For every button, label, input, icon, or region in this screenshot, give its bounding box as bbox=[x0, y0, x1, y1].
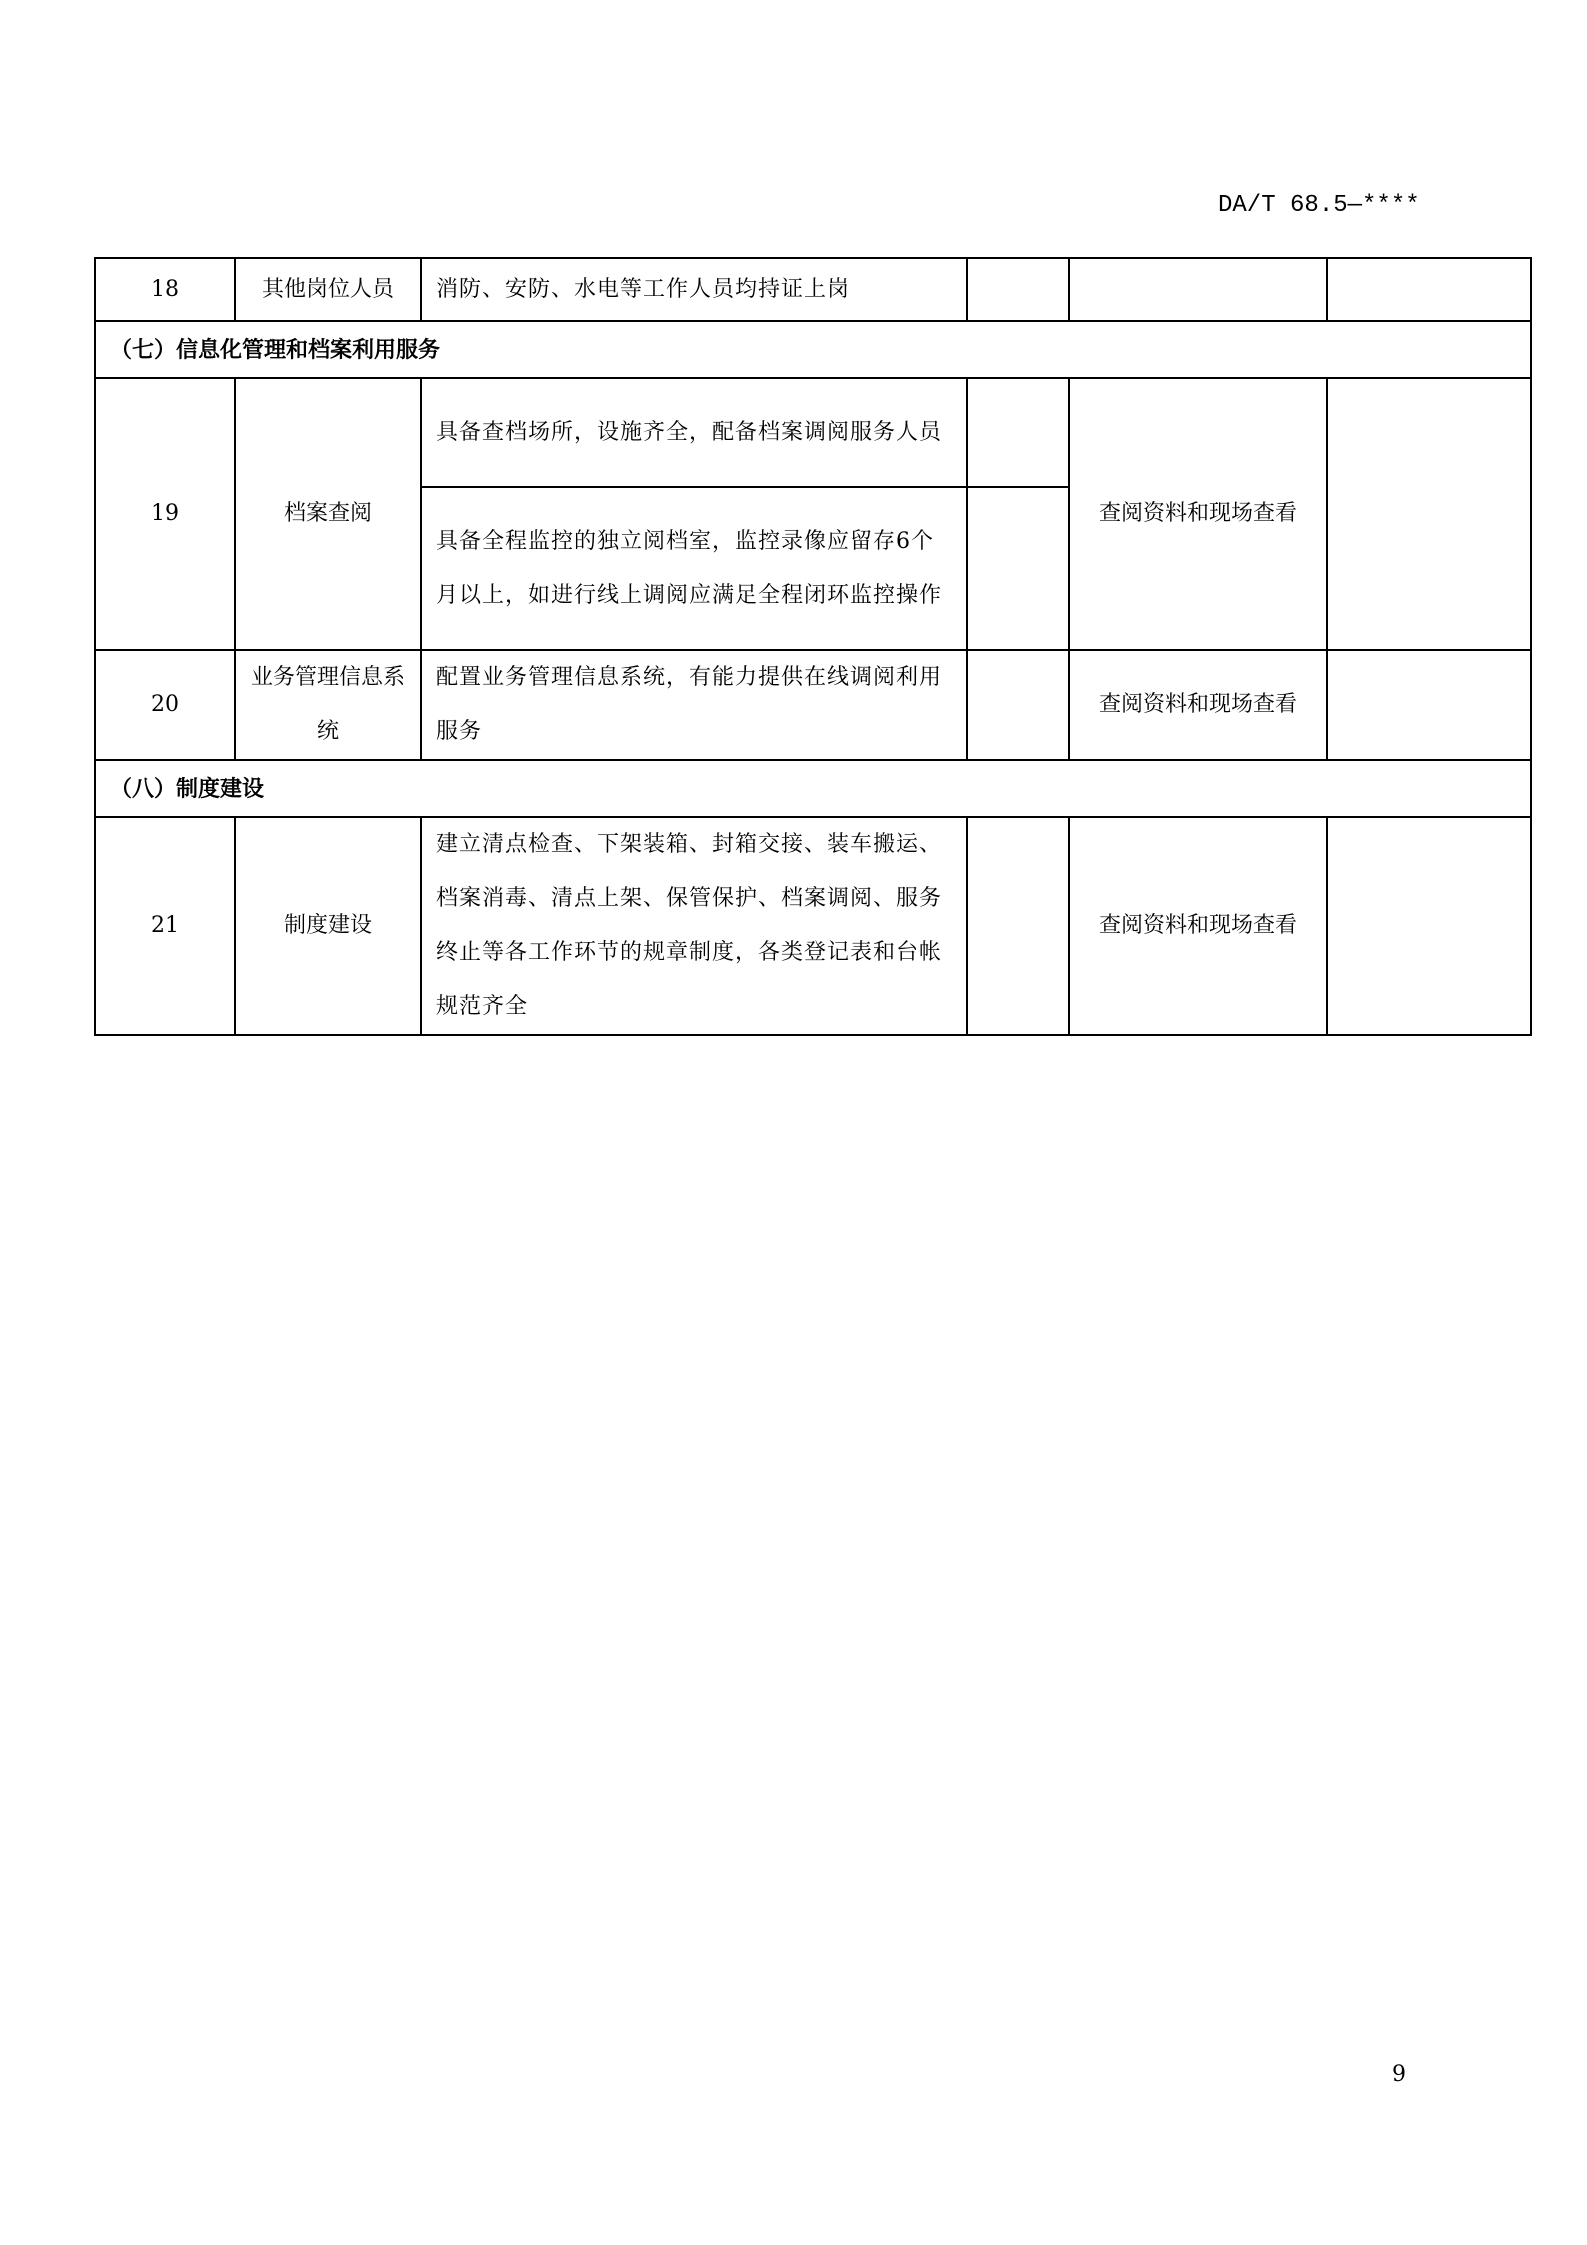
row-number: 19 bbox=[95, 378, 235, 650]
requirement-text: 具备查档场所，设施齐全，配备档案调阅服务人员 bbox=[421, 378, 967, 487]
table-row bbox=[95, 258, 1531, 321]
remark-cell bbox=[1327, 650, 1531, 760]
requirement-text: 具备全程监控的独立阅档室，监控录像应留存6个月以上，如进行线上调阅应满足全程闭环监控操作 bbox=[421, 487, 967, 650]
table-row bbox=[95, 650, 1531, 760]
score-cell bbox=[967, 378, 1069, 487]
table-row bbox=[95, 378, 1531, 487]
score-cell bbox=[967, 650, 1069, 760]
section-heading-row bbox=[95, 321, 1531, 378]
score-cell bbox=[967, 258, 1069, 321]
row-number: 18 bbox=[95, 258, 235, 321]
document-code: DA/T 68.5—**** bbox=[1218, 192, 1420, 219]
item-name: 档案查阅 bbox=[235, 378, 421, 650]
requirement-text: 消防、安防、水电等工作人员均持证上岗 bbox=[421, 258, 967, 321]
method-cell bbox=[1069, 258, 1327, 321]
item-name: 制度建设 bbox=[235, 817, 421, 1035]
row-number: 21 bbox=[95, 817, 235, 1035]
method-cell: 查阅资料和现场查看 bbox=[1069, 378, 1327, 650]
method-cell: 查阅资料和现场查看 bbox=[1069, 817, 1327, 1035]
evaluation-table bbox=[94, 257, 1532, 1036]
section-heading-row bbox=[95, 760, 1531, 817]
table-row bbox=[95, 817, 1531, 1035]
remark-cell bbox=[1327, 258, 1531, 321]
section-title: （八）制度建设 bbox=[95, 760, 1531, 817]
section-title: （七）信息化管理和档案利用服务 bbox=[95, 321, 1531, 378]
item-name: 其他岗位人员 bbox=[235, 258, 421, 321]
page-number: 9 bbox=[1392, 2062, 1406, 2087]
score-cell bbox=[967, 487, 1069, 650]
remark-cell bbox=[1327, 378, 1531, 650]
item-name: 业务管理信息系统 bbox=[235, 650, 421, 760]
remark-cell bbox=[1327, 817, 1531, 1035]
row-number: 20 bbox=[95, 650, 235, 760]
requirement-text: 配置业务管理信息系统，有能力提供在线调阅利用服务 bbox=[421, 650, 967, 760]
score-cell bbox=[967, 817, 1069, 1035]
requirement-text: 建立清点检查、下架装箱、封箱交接、装车搬运、档案消毒、清点上架、保管保护、档案调阅、服务终止等各工作环节的规章制度，各类登记表和台帐规范齐全 bbox=[421, 817, 967, 1035]
method-cell: 查阅资料和现场查看 bbox=[1069, 650, 1327, 760]
